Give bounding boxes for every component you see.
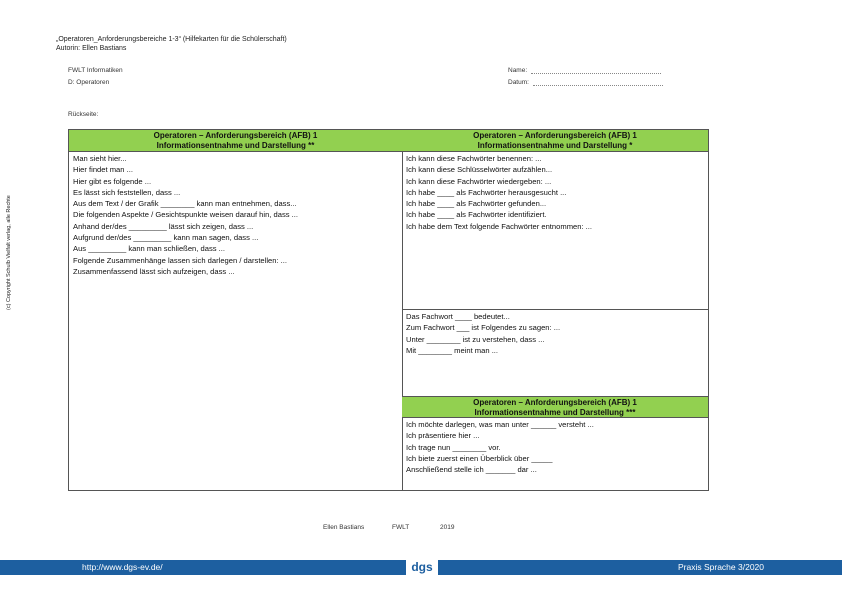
left-line: Hier gibt es folgende ... xyxy=(73,176,152,186)
left-line: Es lässt sich feststellen, dass ... xyxy=(73,187,181,197)
right-1-line: Ich kann diese Fachwörter benennen: ... xyxy=(406,154,542,163)
meta-left xyxy=(68,65,123,89)
right-section-3 xyxy=(402,396,708,490)
right-2-line: Zum Fachwort ___ ist Folgendes zu sagen: ... xyxy=(406,323,561,333)
date-line xyxy=(533,77,663,86)
right-header-3: Operatoren – Anforderungsbereich (AFB) 1 Informationsentnahme und Darstellung *** xyxy=(402,396,708,418)
left-line: Die folgenden Aspekte / Gesichtspunkte weisen darauf hin, dass ... xyxy=(73,210,298,220)
rueckseite-label: Rückseite: xyxy=(68,111,99,118)
name-label: Name: xyxy=(508,67,528,74)
right-2-line: Unter ________ ist zu verstehen, dass ... xyxy=(406,334,545,344)
left-line: Folgende Zusammenhänge lassen sich darlegen / darstellen: ... xyxy=(73,255,288,265)
document-author: Autorin: Ellen Bastians xyxy=(56,44,127,52)
publication-label: Praxis Sprache 3/2020 xyxy=(678,562,764,572)
right-header-1: Operatoren – Anforderungsbereich (AFB) 1 Informationsentnahme und Darstellung * xyxy=(402,130,708,152)
left-header: Operatoren – Anforderungsbereich (AFB) 1 Informationsentnahme und Darstellung ** xyxy=(69,130,402,152)
right-3-line: Ich biete zuerst einen Überblick über _____ xyxy=(406,453,553,463)
right-1-line: Ich kann diese Schlüsselwörter aufzählen... xyxy=(406,165,553,175)
right-3-line: Anschließend stelle ich _______ dar ... xyxy=(406,465,537,475)
right-1-line: Ich kann diese Fachwörter wiedergeben: ... xyxy=(406,176,552,186)
footer-bar xyxy=(0,560,842,575)
left-line: Hier findet man ... xyxy=(73,165,133,175)
right-1-line: Ich habe ____ als Fachwörter gefunden... xyxy=(406,199,547,209)
meta-right xyxy=(508,65,663,89)
left-line: Anhand der/des _________ lässt sich zeigen, dass ... xyxy=(73,221,254,231)
right-section-2 xyxy=(402,310,708,396)
dgs-logo: dgs xyxy=(406,560,438,575)
right-1-line: Ich habe ____ als Fachwörter herausgesucht ... xyxy=(406,187,567,197)
website-link[interactable]: http://www.dgs-ev.de/ xyxy=(82,562,163,572)
right-2-line: Mit ________ meint man ... xyxy=(406,345,499,355)
right-lines-2 xyxy=(402,310,708,357)
name-line xyxy=(531,65,661,74)
right-1-line: Ich habe ____ als Fachwörter identifiziert. xyxy=(406,210,547,220)
left-lines xyxy=(69,152,402,278)
right-section-1 xyxy=(402,130,708,310)
left-line: Zusammenfassend lässt sich aufzeigen, dass ... xyxy=(73,266,235,276)
right-3-line: Ich möchte darlegen, was man unter ______ versteht ... xyxy=(406,420,594,429)
meta-subject: FWLT Informatiken xyxy=(68,67,123,74)
side-copyright: (c) Copyright Schulb Vielfalt verlag, alle Rechte xyxy=(6,195,12,310)
right-3-line: Ich präsentiere hier ... xyxy=(406,431,480,441)
document-title: „Operatoren_Anforderungsbereiche 1-3“ (Hilfekarten für die Schülerschaft) xyxy=(56,36,287,43)
left-line: Man sieht hier... xyxy=(73,154,127,163)
meta-topic: D: Operatoren xyxy=(68,79,110,86)
right-lines-3 xyxy=(402,418,708,476)
right-2-line: Das Fachwort ____ bedeutet... xyxy=(406,312,510,321)
right-lines-1 xyxy=(402,152,708,233)
left-column xyxy=(69,130,403,490)
right-3-line: Ich trage nun ________ vor. xyxy=(406,442,501,452)
document-header xyxy=(56,36,287,53)
footer-subject: FWLT xyxy=(392,524,410,531)
operator-table xyxy=(68,129,709,491)
right-1-line: Ich habe dem Text folgende Fachwörter entnommen: ... xyxy=(406,221,593,231)
left-line: Aus _________ kann man schließen, dass ... xyxy=(73,244,225,254)
footer-year: 2019 xyxy=(440,524,455,531)
left-line: Aus dem Text / der Grafik ________ kann man entnehmen, dass... xyxy=(73,199,297,209)
right-column xyxy=(402,130,708,490)
footer-author: Ellen Bastians xyxy=(323,524,365,531)
left-line: Aufgrund der/des _________ kann man sagen, dass ... xyxy=(73,233,259,243)
date-label: Datum: xyxy=(508,79,529,86)
